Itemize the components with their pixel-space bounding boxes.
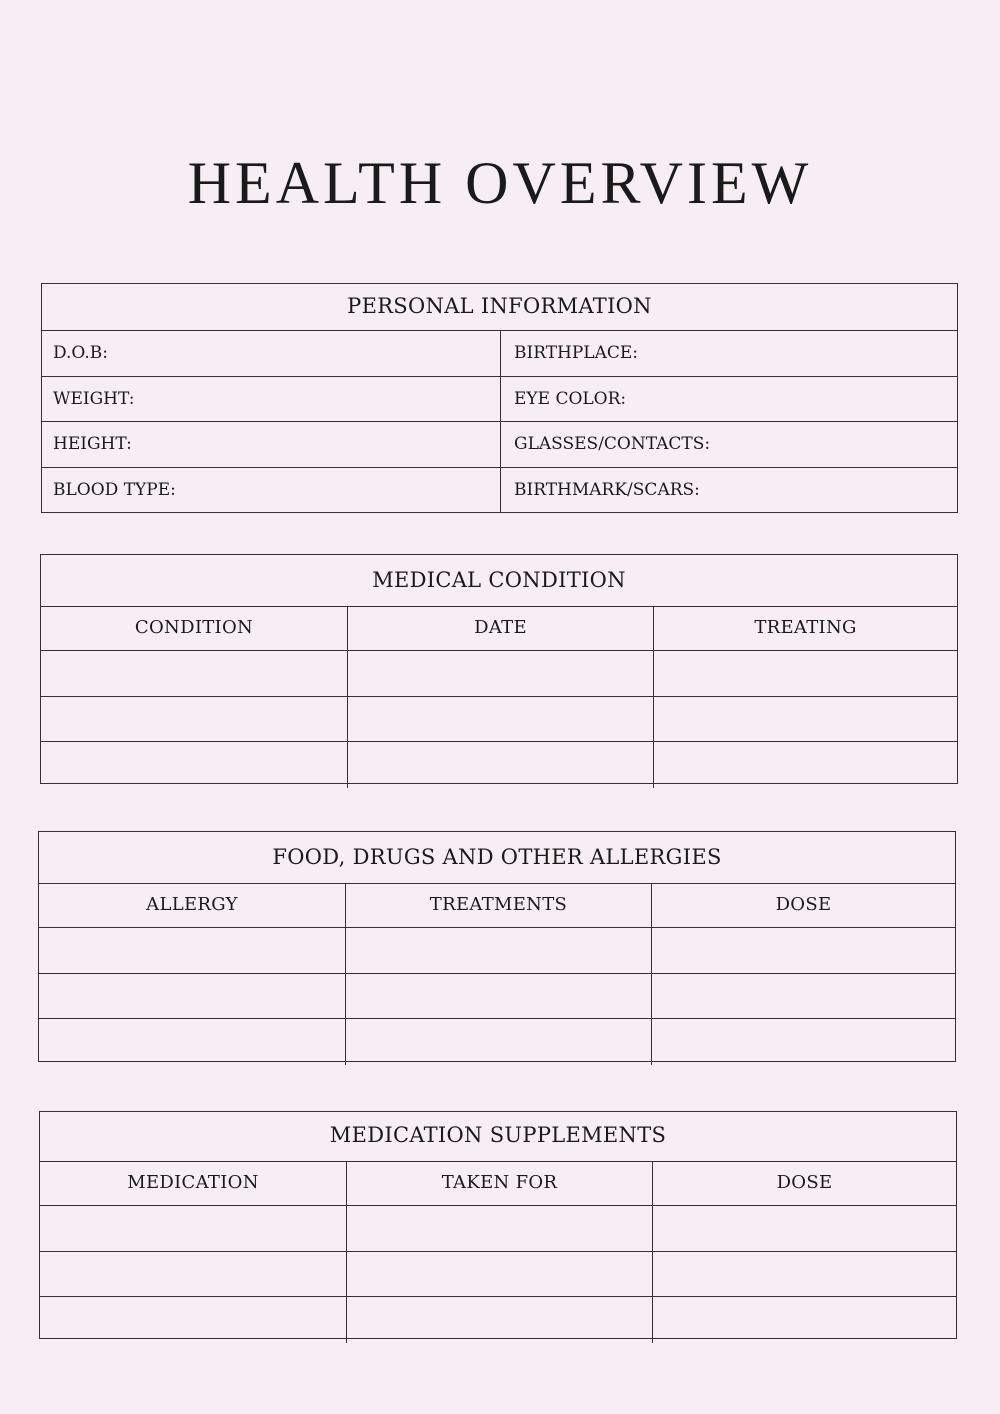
table-cell[interactable]: [652, 1019, 955, 1065]
table-cell[interactable]: [653, 1252, 956, 1297]
table-row: [41, 697, 957, 743]
table-cell[interactable]: [347, 1297, 653, 1343]
table-cell[interactable]: [346, 1019, 652, 1065]
table-cell[interactable]: [41, 651, 348, 696]
table-cell[interactable]: [41, 697, 348, 742]
glasses-contacts-field[interactable]: GLASSES/CONTACTS:: [514, 434, 711, 454]
column-header-date: DATE: [348, 607, 654, 650]
table-cell[interactable]: [40, 1206, 347, 1251]
table-cell[interactable]: [39, 974, 346, 1019]
medication-supplements-section: [39, 1111, 957, 1339]
table-row: [40, 1297, 956, 1343]
section-header: MEDICATION SUPPLEMENTS: [40, 1112, 956, 1162]
birthplace-field[interactable]: BIRTHPLACE:: [514, 343, 639, 363]
dob-field[interactable]: D.O.B:: [42, 331, 501, 376]
table-cell[interactable]: [653, 1206, 956, 1251]
section-header: PERSONAL INFORMATION: [42, 284, 957, 331]
table-cell[interactable]: [39, 1019, 346, 1065]
table-row: [40, 1252, 956, 1298]
table-row: [39, 974, 955, 1020]
height-field[interactable]: HEIGHT:: [42, 422, 501, 467]
column-header-dose: DOSE: [775, 894, 832, 915]
column-header-dose: DOSE: [776, 1172, 833, 1193]
medical-condition-section: [40, 554, 958, 784]
table-cell[interactable]: [653, 1297, 956, 1343]
info-row: [42, 422, 957, 468]
column-header-medication: MEDICATION: [40, 1162, 347, 1205]
table-row: [41, 742, 957, 788]
eye-color-field[interactable]: EYE COLOR:: [514, 388, 627, 409]
column-header-row: [40, 1162, 956, 1206]
table-cell[interactable]: [39, 928, 346, 973]
info-row: [42, 331, 957, 377]
weight-field[interactable]: WEIGHT:: [42, 377, 501, 422]
column-header-taken-for: TAKEN FOR: [347, 1162, 653, 1205]
table-cell[interactable]: [652, 928, 955, 973]
section-header: MEDICAL CONDITION: [41, 555, 957, 607]
table-cell[interactable]: [348, 651, 654, 696]
page-title: HEALTH OVERVIEW: [187, 150, 813, 216]
table-cell[interactable]: [346, 974, 652, 1019]
section-header: FOOD, DRUGS AND OTHER ALLERGIES: [39, 832, 955, 884]
blood-type-field[interactable]: BLOOD TYPE:: [42, 468, 501, 514]
table-cell[interactable]: [41, 742, 348, 788]
table-cell[interactable]: [348, 697, 654, 742]
column-header-row: [41, 607, 957, 651]
table-cell[interactable]: [347, 1252, 653, 1297]
table-row: [41, 651, 957, 697]
allergies-section: [38, 831, 956, 1062]
column-header-allergy: ALLERGY: [39, 884, 346, 927]
table-cell[interactable]: [654, 651, 957, 696]
table-cell[interactable]: [347, 1206, 653, 1251]
table-cell[interactable]: [654, 697, 957, 742]
table-row: [39, 1019, 955, 1065]
table-cell[interactable]: [40, 1297, 347, 1343]
table-row: [40, 1206, 956, 1252]
column-header-condition: CONDITION: [41, 607, 348, 650]
table-row: [39, 928, 955, 974]
table-cell[interactable]: [346, 928, 652, 973]
info-row: [42, 468, 957, 514]
info-row: [42, 377, 957, 423]
column-header-row: [39, 884, 955, 928]
table-cell[interactable]: [652, 974, 955, 1019]
table-cell[interactable]: [654, 742, 957, 788]
table-cell[interactable]: [348, 742, 654, 788]
personal-information-section: [41, 283, 958, 513]
column-header-treatments: TREATMENTS: [346, 884, 652, 927]
birthmark-scars-field[interactable]: BIRTHMARK/SCARS:: [514, 479, 700, 500]
column-header-treating: TREATING: [754, 617, 857, 638]
table-cell[interactable]: [40, 1252, 347, 1297]
